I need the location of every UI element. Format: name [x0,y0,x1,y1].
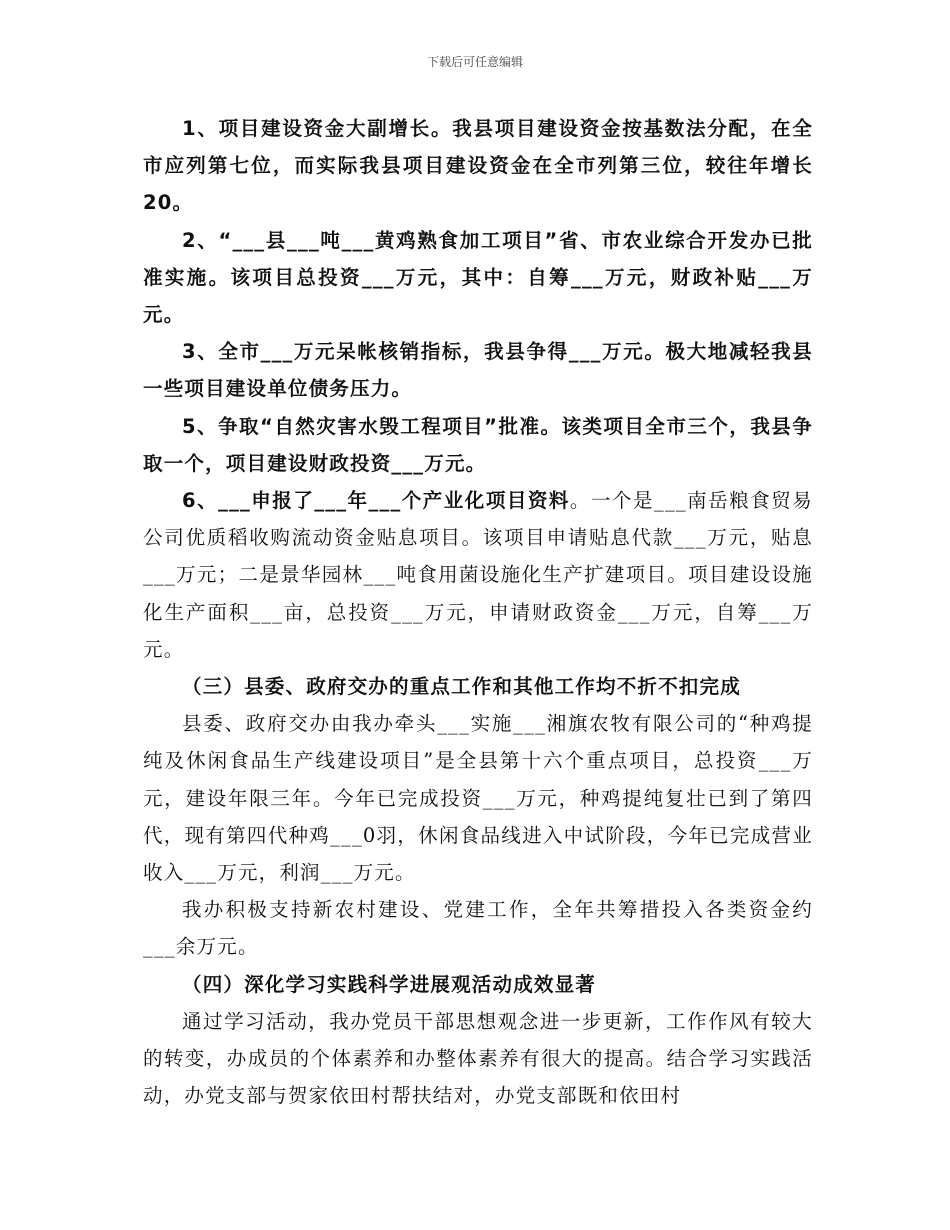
paragraph-key-project: 县委、政府交办由我办牵头___实施___湘旗农牧有限公司的“种鸡提纯及休闲食品生产线建设项目”是全县第十六个重点项目，总投资___万元，建设年限三年。今年已完成投资___万元，种鸡提纯复壮已到了第四代，现有第四代种鸡___0羽，休闲食品线进入中试阶段，今年已完成营业收入___万元，利润___万元。 [143,712,813,885]
paragraph-study-activity: 通过学习活动，我办党员干部思想观念进一步更新，工作作风有较大的转变，办成员的个体素养和办整体素养有很大的提高。结合学习实践活动，办党支部与贺家依田村帮扶结对，办党支部既和依田村 [143,1009,813,1108]
document-body [143,110,813,1114]
paragraph-item-6-rest: 。一个是___南岳粮食贸易公司优质稻收购流动资金贴息项目。该项目申请贴息代款___万元，贴息___万元；二是景华园林___吨食用菌设施化生产扩建项目。项目建设设施化生产面积___亩，总投资___万元，申请财政资金___万元，自筹___万元。 [143,489,814,661]
header-note: 下载后可任意编辑 [426,55,523,69]
paragraph-item-6 [143,482,813,668]
paragraph-item-5: 5、争取“自然灾害水毁工程项目”批准。该类项目全市三个，我县争取一个，项目建设财政投资___万元。 [143,414,813,475]
paragraph-item-6-lead: 6、___申报了___年___个产业化项目资料 [182,489,570,513]
paragraph-item-2: 2、“___县___吨___黄鸡熟食加工项目”省、市农业综合开发办已批准实施。该项目总投资___万元，其中：自筹___万元，财政补贴___万元。 [143,228,813,327]
section-heading-3: （三）县委、政府交办的重点工作和其他工作均不折不扣完成 [182,675,741,699]
paragraph-rural-support: 我办积极支持新农村建设、党建工作，全年共筹措投入各类资金约___余万元。 [143,898,813,959]
section-heading-4: （四）深化学习实践科学进展观活动成效显著 [182,972,597,996]
paragraph-item-1: 1、项目建设资金大副增长。我县项目建设资金按基数法分配，在全市应列第七位，而实际我县项目建设资金在全市列第三位，较往年增长20。 [143,117,813,215]
paragraph-item-3: 3、全市___万元呆帐核销指标，我县争得___万元。极大地减轻我县一些项目建设单位债务压力。 [143,340,813,401]
